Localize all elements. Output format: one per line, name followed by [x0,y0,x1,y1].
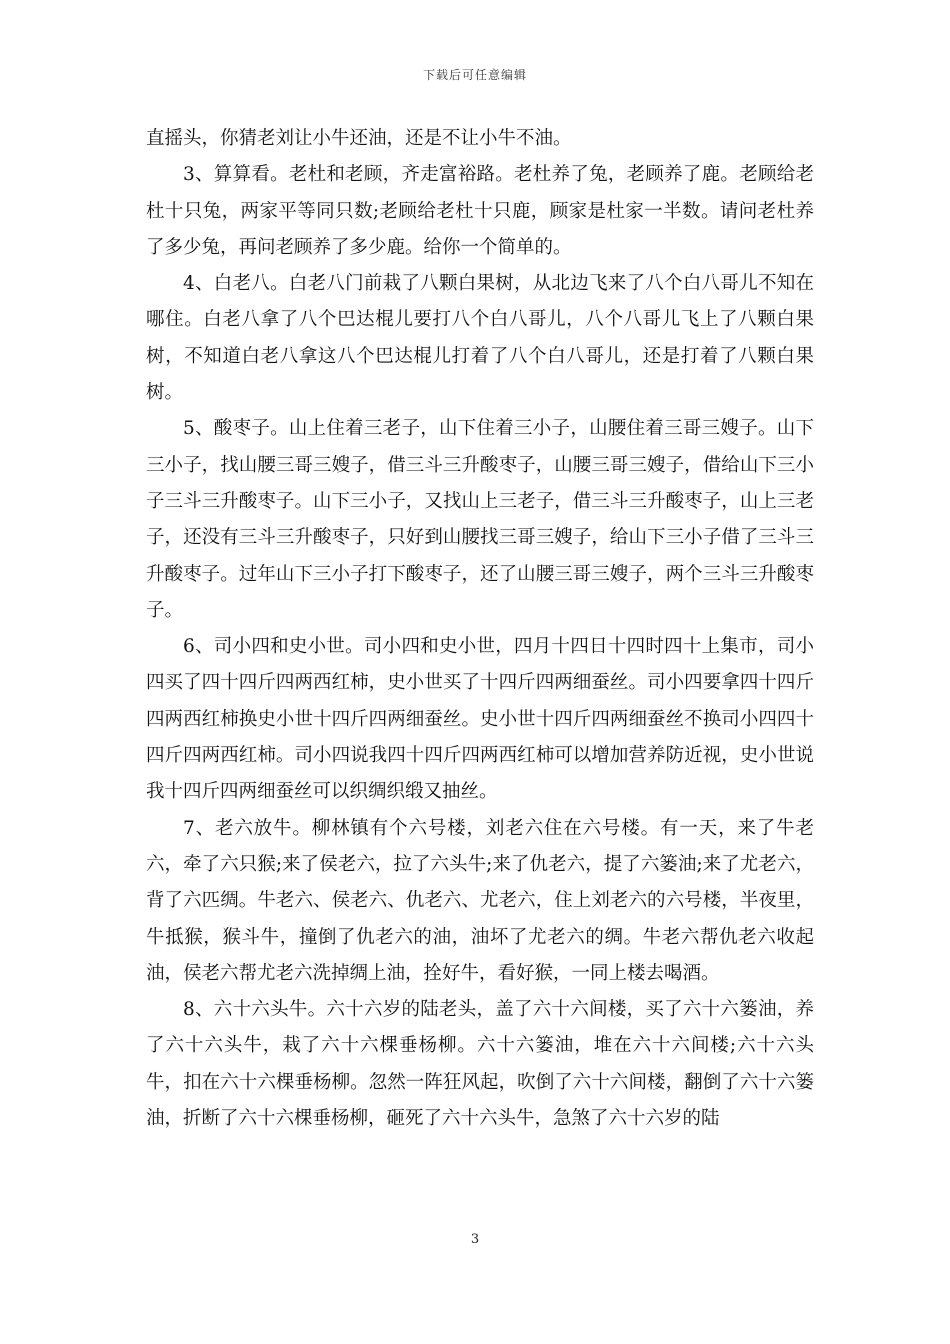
paragraph-item-8: 8、六十六头牛。六十六岁的陆老头，盖了六十六间楼，买了六十六篓油，养了六十六头牛，栽了六十六棵垂杨柳。六十六篓油，堆在六十六间楼;六十六头牛，扣在六十六棵垂杨柳。忽然一阵狂风起，吹倒了六十六间楼，翻倒了六十六篓油，折断了六十六棵垂杨柳，砸死了六十六头牛，急煞了六十六岁的陆 [146,999,814,1130]
paragraph-item-4: 4、白老八。白老八门前栽了八颗白果树，从北边飞来了八个白八哥儿不知在哪住。白老八拿了八个巴达棍儿要打八个白八哥儿，八个八哥儿飞上了八颗白果树，不知道白老八拿这八个巴达棍儿打着了八个白八哥儿，还是打着了八颗白果树。 [146,273,814,404]
paragraph-item-5: 5、酸枣子。山上住着三老子，山下住着三小子，山腰住着三哥三嫂子。山下三小子，找山腰三哥三嫂子，借三斗三升酸枣子，山腰三哥三嫂子，借给山下三小子三斗三升酸枣子。山下三小子，又找山上三老子，借三斗三升酸枣子，山上三老子，还没有三斗三升酸枣子，只好到山腰找三哥三嫂子，给山下三小子借了三斗三升酸枣子。过年山下三小子打下酸枣子，还了山腰三哥三嫂子，两个三斗三升酸枣子。 [146,418,814,621]
document-body [146,121,814,1137]
paragraph-item-7: 7、老六放牛。柳林镇有个六号楼，刘老六住在六号楼。有一天，来了牛老六，牵了六只猴;来了侯老六，拉了六头牛;来了仇老六，提了六篓油;来了尤老六，背了六匹绸。牛老六、侯老六、仇老六、尤老六，住上刘老六的六号楼，半夜里，牛抵猴，猴斗牛，撞倒了仇老六的油，油坏了尤老六的绸。牛老六帮仇老六收起油，侯老六帮尤老六洗掉绸上油，拴好牛，看好猴，一同上楼去喝酒。 [146,817,814,984]
page-number: 3 [470,1232,480,1247]
paragraph-item-6: 6、司小四和史小世。司小四和史小世，四月十四日十四时四十上集市，司小四买了四十四斤四两西红柿，史小世买了十四斤四两细蚕丝。司小四要拿四十四斤四两西红柿换史小世十四斤四两细蚕丝。史小世十四斤四两细蚕丝不换司小四四十四斤四两西红柿。司小四说我四十四斤四两西红柿可以增加营养防近视，史小世说我十四斤四两细蚕丝可以织绸织缎又抽丝。 [146,636,814,803]
page-header: 下载后可任意编辑 [422,68,527,82]
paragraph-item-3: 3、算算看。老杜和老顾，齐走富裕路。老杜养了兔，老顾养了鹿。老顾给老杜十只兔，两家平等同只数;老顾给老杜十只鹿，顾家是杜家一半数。请问老杜养了多少兔，再问老顾养了多少鹿。给你一个简单的。 [146,164,814,258]
paragraph-continuation: 直摇头，你猜老刘让小牛还油，还是不让小牛不油。 [146,128,572,149]
